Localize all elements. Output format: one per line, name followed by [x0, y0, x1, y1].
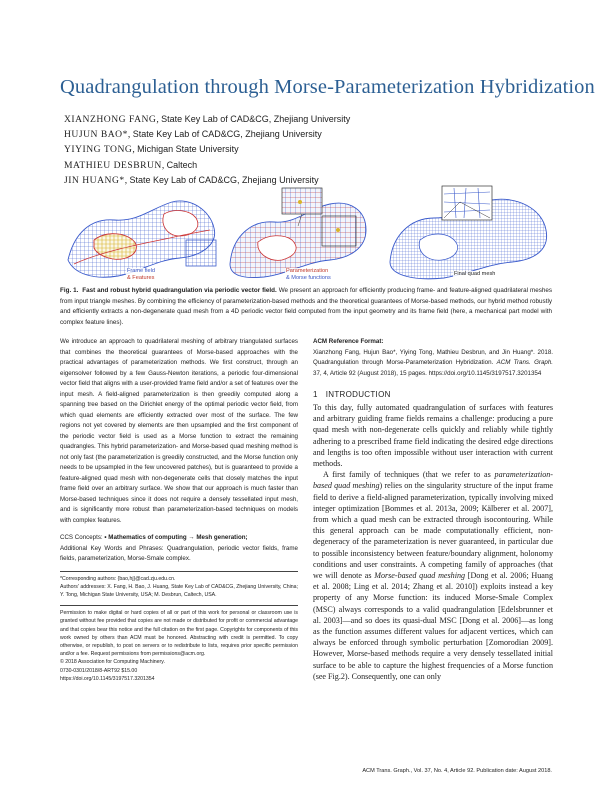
author-affiliation: Caltech: [166, 159, 198, 170]
figure-caption: Fig. 1. Fast and robust hybrid quadrangulation via periodic vector field. We present an approach for efficiently producing frame- and feature-aligned quadrilateral meshes from input triangle meshes. By combining the efficiency of parameterization-based methods and the theoretical guarantees of Morse-based methods, our hybrid method robustly and efficiently extracts a non-degenerate quad mesh from a 4D periodic vector field computed from the input geometry and its frame field (here, a mechanical part model with complex feature lines).: [60, 287, 553, 326]
ccs-concepts: CCS Concepts: • Mathematics of computing → Mesh generation;: [60, 534, 248, 541]
author-affiliation: State Key Lab of CAD&CG, Zhejiang University: [129, 174, 319, 185]
teaser-figure: [60, 182, 552, 282]
issn-line: 0730-0301/2018/8-ART92 $15.00: [60, 667, 138, 674]
frame-field-panel: [68, 201, 216, 277]
abstract: We introduce an approach to quadrilateral meshing of arbitrary triangulated surfaces that combines the theoretical guarantees of Morse-based approaches with the practical advantages of parameterization methods. We first construct, through an eigensolver followed by a few Gauss-Newton iterations, a periodic four-dimensional vector field that aligns with a user-provided frame field and/or a set of features over the input mesh. A field-aligned parameterization is then greedily computed along a spanning tree based on the Dirichlet energy of the optimal periodic vector field, from which quad elements are efficiently extracted over most of the surface. The few regions not yet covered by elements are then upsampled and the first component of the periodic vector field is used as a Morse function to extract the remaining quadrangles. This hybrid parameterization- and Morse-based quad meshing method is not only fast (the parameterization is greedily constructed, and the Morse function only needs to be upsampled in the few uncovered patches), but is guaranteed to provide a feature-aligned quad mesh with non-degenerate cells that closely matches the input frame field over an arbitrary surface. We show that our approach is much faster than Morse-based techniques since it does not require a densely tessellated input mesh, and is significantly more robust than parameterization-based techniques on models with complex features.: [60, 338, 298, 524]
page-footer: ACM Trans. Graph., Vol. 37, No. 4, Article 92. Publication date: August 2018.: [362, 768, 552, 774]
author-affiliation: State Key Lab of CAD&CG, Zhejiang University: [132, 129, 322, 140]
acm-reference-format: ACM Reference Format: Xianzhong Fang, Hujun Bao*, Yiying Tong, Mathieu Desbrun, and Jin Huang*. 2018. Quadrangulation through Morse-Parameterization Hybridization. ACM Trans. Graph. 37, 4, Article 92 (August 2018), 15 pages. https://doi.org/10.1145/3197517.3201354: [313, 338, 553, 377]
author-line: MATHIEU DESBRUN, Caltech: [64, 159, 198, 171]
intro-paragraph-1: To this day, fully automated quadrangulation of surfaces with features and arbitrary guiding frame fields remains a challenge: producing a pure quad mesh with non-degenerate cells quickly and reliably while tightly adhering to a prescribed frame field indicating the desired edge directions and lengths is too often impossible without user interaction with current methods.: [313, 403, 553, 469]
author-line: HUJUN BAO*, State Key Lab of CAD&CG, Zhejiang University: [64, 129, 322, 141]
copyright-line: © 2018 Association for Computing Machinery.: [60, 659, 165, 666]
paper-title: Quadrangulation through Morse-Parameterization Hybridization: [60, 76, 595, 98]
doi-link[interactable]: https://doi.org/10.1145/3197517.3201354: [60, 675, 155, 682]
author-line: YIYING TONG, Michigan State University: [64, 144, 239, 156]
right-column: [313, 337, 553, 682]
left-column: [60, 337, 298, 683]
teaser-figure-illustration: [60, 182, 552, 282]
figure-label-final-mesh: Final quad mesh: [454, 271, 496, 277]
author-affiliation: Michigan State University: [137, 144, 239, 155]
final-quad-mesh-panel: [390, 186, 547, 279]
author-name: XIANZHONG FANG: [64, 114, 157, 125]
author-line: XIANZHONG FANG, State Key Lab of CAD&CG, Zhejiang University: [64, 114, 351, 125]
footnote-divider: [60, 605, 298, 606]
author-name: YIYING TONG: [64, 144, 133, 156]
figure-label-frame-field: Frame field & Features: [127, 268, 155, 281]
reference-heading: ACM Reference Format:: [313, 338, 384, 345]
intro-paragraph-2: A first family of techniques (that we refer to as parameterization-based quad meshing) relies on the singularity structure of the input frame field to derive a field-aligned parameterization, typically involving mixed integer optimization [Bommes et al. 2013a, 2009; Kälberer et al. 2007], from which a quad mesh can be extracted through isocontouring. While this general approach can be made computationally efficient, non-degeneracy of the parameterization is never guaranteed, in particular due to possible inconsistency between feature/boundary alignment, holonomy conditions and user constraints. A competing family of approaches (that we will denote as Morse-based quad meshing [Dong et al. 2006; Huang et al. 2008; Ling et al. 2014; Zhang et al. 2010]) exploits instead a key property of any Morse function: its induced Morse-Smale Complex (MSC) always corresponds to a valid quadrangulation [Edelsbrunner et al. 2003]—and so does its quasi-dual MSC [Dong et al. 2006]—as long as the function assumes different values for adjacent vertices, which can always be enforced through symbolic perturbation [Zomorodian 2009]. However, Morse-based methods require a very densely tessellated initial surface to be able to capture the highest frequencies of a Morse function (see Fig.2). Consequently, one can only: [313, 470, 553, 681]
author-line: JIN HUANG*, State Key Lab of CAD&CG, Zhejiang University: [64, 174, 319, 186]
addresses-footnote: Authors' addresses: X. Fang, H. Bao, J. Huang, State Key Lab of CAD&CG, Zhejiang University, China; Y. Tong, Michigan State University, USA; M. Desbrun, Caltech, USA.: [60, 583, 298, 598]
author-list: [64, 112, 544, 188]
author-name: MATHIEU DESBRUN: [64, 159, 162, 171]
author-affiliation: State Key Lab of CAD&CG, Zhejiang University: [161, 114, 351, 124]
parameterization-panel: [230, 188, 366, 278]
figure-label-parameterization: Parameterization & Morse functions: [286, 268, 331, 281]
author-name: HUJUN BAO*: [64, 129, 128, 141]
permission-notice: Permission to make digital or hard copies of all or part of this work for personal or classroom use is granted without fee provided that copies are not made or distributed for profit or commercial advantage and that copies bear this notice and the full citation on the first page. Copyrights for components of this work owned by others than ACM must be honored. Abstracting with credit is permitted. To copy otherwise, or republish, to post on servers or to redistribute to lists, requires prior specific permission and/or a fee. Request permissions from permissions@acm.org.: [60, 610, 298, 658]
author-name: JIN HUANG*: [64, 174, 125, 186]
footnote-divider: [60, 571, 298, 572]
section-heading-introduction: 1 INTRODUCTION: [313, 390, 391, 399]
keywords: Additional Key Words and Phrases: Quadrangulation, periodic vector fields, frame fields, parameterization, Morse-Smale complex.: [60, 544, 298, 562]
corresponding-footnote: *Corresponding authors: {bao,hj}@cad.zju.edu.cn.: [60, 575, 176, 582]
